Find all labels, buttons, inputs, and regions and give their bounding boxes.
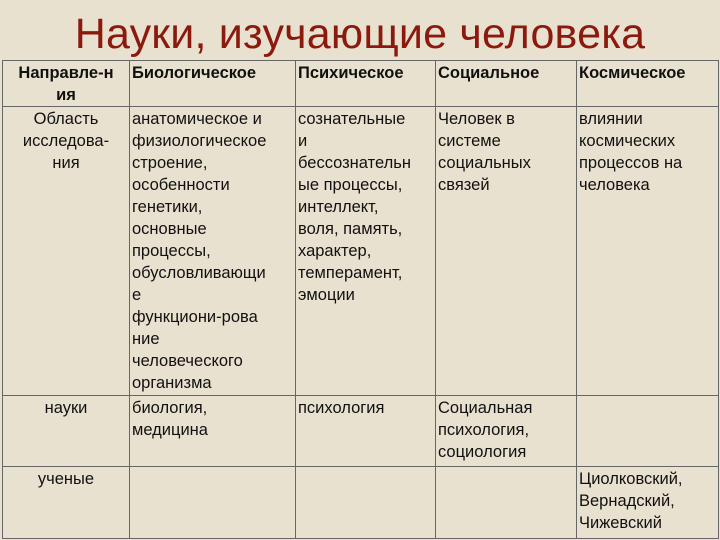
cell-biological-research: анатомическое и физиологическое строение, особенности генетики, основные процессы, обусловливающи е функциони-рова ние человеческого организма [130,107,296,396]
table-row-sciences [3,396,719,467]
header-cell-social: Социальное [436,61,577,107]
cell-cosmic-research: влиянии космических процессов на человека [577,107,719,396]
table-row-scientists [3,467,719,539]
header-cell-cosmic: Космическое [577,61,719,107]
cell-cosmic-sciences [577,396,719,467]
row-label-sciences: науки [3,396,130,467]
cell-psychic-scientists [296,467,436,539]
row-label-research-area: Область исследова- ния [3,107,130,396]
row-label-scientists: ученые [3,467,130,539]
slide-title: Науки, изучающие человека [74,10,646,58]
cell-social-research: Человек в системе социальных связей [436,107,577,396]
header-cell-biological: Биологическое [130,61,296,107]
cell-biological-scientists [130,467,296,539]
cell-biological-sciences: биология, медицина [130,396,296,467]
sciences-table [2,60,719,539]
cell-psychic-sciences: психология [296,396,436,467]
table-header-row [3,61,719,107]
cell-social-scientists [436,467,577,539]
cell-psychic-research: сознательные и бессознательн ые процессы, интеллект, воля, память, характер, темперамент, эмоции [296,107,436,396]
table-row-research-area [3,107,719,396]
header-cell-psychic: Психическое [296,61,436,107]
cell-social-sciences: Социальная психология, социология [436,396,577,467]
header-cell-direction: Направле-н ия [3,61,130,107]
cell-cosmic-scientists: Циолковский, Вернадский, Чижевский [577,467,719,539]
